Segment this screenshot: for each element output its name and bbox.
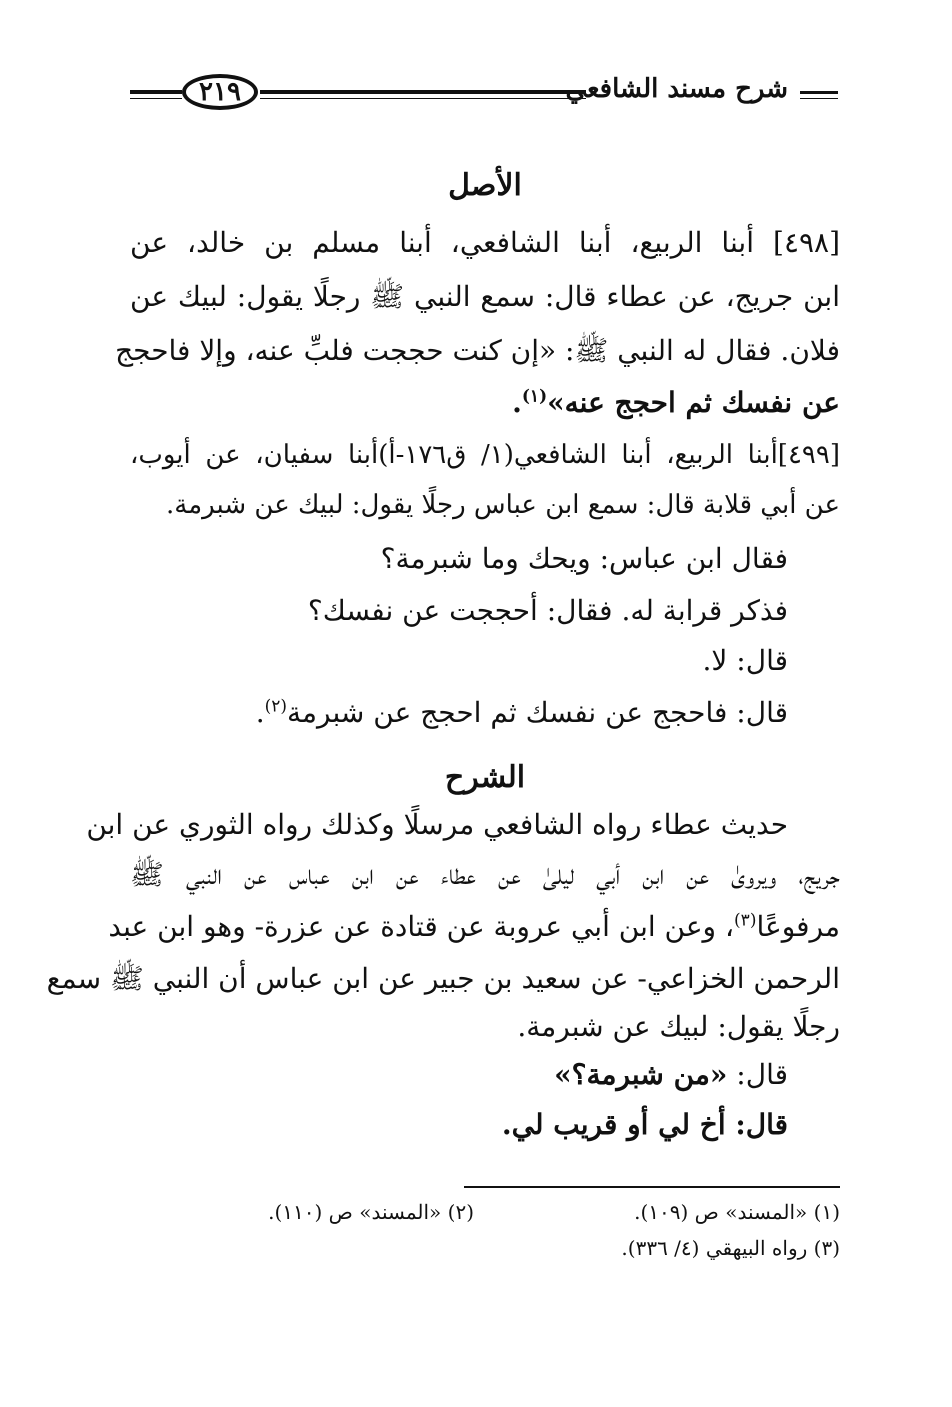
header-title: شرح مسند الشافعي (565, 74, 788, 104)
dialog-last-text: قال: فاحجج عن نفسك ثم احجج عن شبرمة (287, 696, 788, 729)
footnote-ref-2: (٢) (264, 696, 288, 717)
dialog-line: فذكر قرابة له. فقال: أحججت عن نفسك؟ (307, 594, 788, 627)
line-period: . (512, 386, 522, 419)
dialog-line (130, 1058, 788, 1091)
hadith-quote-end: عن نفسك ثم احجج عنه» (547, 386, 840, 419)
text-line: ابن جريج، عن عطاء قال: سمع النبي ﷺ رجلًا يقول: لبيك عن (130, 280, 840, 313)
dialog-line: قال: لا. (702, 644, 788, 677)
dialog-text: «من شبرمة؟» (554, 1058, 728, 1091)
section-heading-asl: الأصل (448, 168, 522, 203)
footnote-ref-1: (١) (521, 386, 548, 407)
text-line: رجلًا يقول: لبيك عن شبرمة. (517, 1010, 840, 1043)
footnote-1: (١) «المسند» ص (١٠٩). (634, 1200, 840, 1224)
dialog-text: أخ لي أو قريب لي. (501, 1108, 726, 1141)
text-line: [٤٩٩]أبنا الربيع، أبنا الشافعي(١/ ق١٧٦-أ)أبنا سفيان، عن أيوب، (130, 440, 841, 470)
section-heading-sharh: الشرح (444, 760, 526, 795)
footnote-separator (464, 1186, 840, 1188)
footnote-ref-3: (٣) (734, 910, 757, 931)
text-line: فلان. فقال له النبي ﷺ: «إن كنت حججت فلبِّ عنه، وإلا فاحجج (115, 334, 840, 367)
text-line: حديث عطاء رواه الشافعي مرسلًا وكذلك رواه الثوري عن ابن (86, 808, 788, 841)
text-line: عن أبي قلابة قال: سمع ابن عباس رجلًا يقول: لبيك عن شبرمة. (166, 490, 840, 520)
text-segment: ، وعن ابن أبي عروبة عن قتادة عن عزرة- وهو ابن عبد (108, 910, 735, 943)
page-number: ٢١٩ (182, 74, 258, 110)
dialog-line: فقال ابن عباس: ويحك وما شبرمة؟ (380, 542, 788, 575)
text-line: [٤٩٨] أبنا الربيع، أبنا الشافعي، أبنا مسلم بن خالد، عن (130, 226, 840, 259)
dialog-label: قال: (735, 1108, 788, 1141)
page-body (46, 0, 841, 1407)
footnote-3: (٣) رواه البيهقي (٤/ ٣٣٦). (621, 1236, 840, 1260)
text-line: الرحمن الخزاعي- عن سعيد بن جبير عن ابن عباس أن النبي ﷺ سمع (46, 962, 840, 995)
text-line (130, 386, 840, 419)
dialog-line (130, 696, 788, 729)
footnote-2: (٢) «المسند» ص (١١٠). (268, 1200, 474, 1224)
dialog-label: قال: (736, 1058, 788, 1091)
dialog-line (130, 1108, 788, 1141)
text-line: جريج، ويروىٰ عن ابن أبي ليلىٰ عن عطاء عن ابن عباس عن النبي ﷺ (130, 858, 840, 891)
text-line (108, 910, 840, 943)
line-period: . (255, 696, 265, 729)
text-segment: مرفوعًا (756, 910, 840, 943)
